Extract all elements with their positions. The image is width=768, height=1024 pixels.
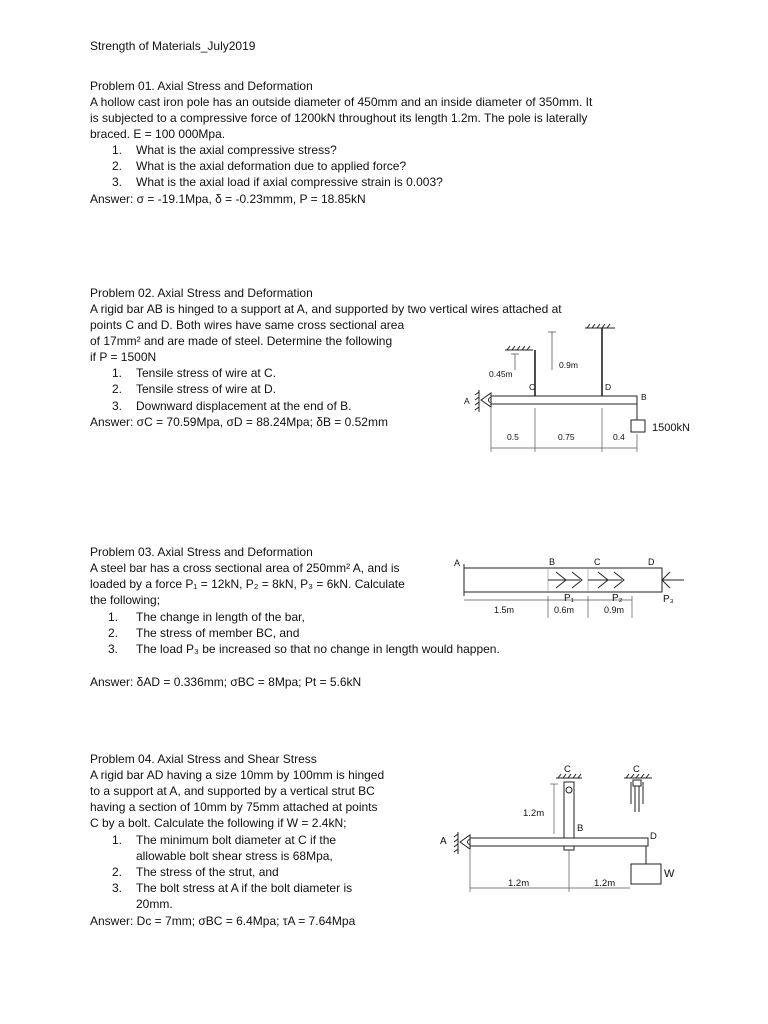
p4-figure [430, 760, 690, 898]
dim-segment: 0.75 [558, 432, 575, 442]
p1-item-number: 2. [112, 159, 123, 173]
p4-title: Problem 04. Axial Stress and Shear Stress [90, 752, 317, 766]
force-arrow-p3 [662, 572, 684, 588]
p3-figure [452, 554, 692, 620]
p3-text-line: the following; [90, 593, 161, 607]
label-d: D [605, 382, 612, 392]
p2-answer: Answer: σC = 70.59Mpa, σD = 88.24Mpa; δB = 0.52mm [90, 415, 388, 429]
p2-item-number: 2. [112, 382, 123, 396]
label-c: C [529, 382, 536, 392]
p4-item-number: 3. [112, 881, 123, 895]
label-a: A [464, 396, 470, 406]
label-c: C [564, 764, 571, 775]
p4-answer: Answer: Dc = 7mm; σBC = 6.4Mpa; τA = 7.64Mpa [90, 914, 356, 928]
p3-item-number: 1. [108, 610, 119, 624]
p2-item: Downward displacement at the end of B. [136, 399, 352, 413]
p4-item-number: 1. [112, 833, 123, 847]
p1-item-number: 3. [112, 175, 123, 189]
load-box [631, 420, 645, 432]
p2-item: Tensile stress of wire at C. [136, 366, 277, 380]
dim-height-d: 0.9m [559, 360, 578, 370]
label-p3: P₃ [663, 594, 674, 605]
p4-item: The stress of the strut, and [136, 865, 279, 879]
label-b: B [577, 823, 584, 834]
p1-item: What is the axial compressive stress? [136, 143, 337, 157]
p3-item: The stress of member BC, and [136, 626, 300, 640]
p1-item-number: 1. [112, 143, 123, 157]
p3-text-line: A steel bar has a cross sectional area of 250mm² A, and is [90, 561, 400, 575]
rigid-bar-ad [470, 838, 648, 846]
p2-figure [455, 318, 715, 458]
rigid-bar-ab [491, 396, 637, 404]
p4-text-line: to a support at A, and supported by a vertical strut BC [90, 784, 375, 798]
p1-item: What is the axial deformation due to applied force? [136, 159, 407, 173]
dim-segment: 1.2m [594, 878, 616, 889]
p3-text-line: loaded by a force P₁ = 12kN, P₂ = 8kN, P₃ = 6kN. Calculate [90, 577, 405, 591]
dim-segment: 1.5m [494, 605, 515, 615]
dim-height: 1.2m [523, 808, 545, 819]
p1-text-line: is subjected to a compressive force of 1200kN throughout its length 1.2m. The pole is laterally [90, 111, 588, 125]
p2-item-number: 3. [112, 399, 123, 413]
label-a: A [440, 836, 447, 847]
label-b: B [641, 392, 647, 402]
label-w: W [664, 868, 675, 880]
p3-title: Problem 03. Axial Stress and Deformation [90, 545, 313, 559]
label-d: D [648, 557, 655, 567]
p2-text-line: of 17mm² and are made of steel. Determine the following [90, 334, 393, 348]
label-b: B [549, 557, 556, 567]
dim-segment: 0.6m [554, 605, 575, 615]
p2-title: Problem 02. Axial Stress and Deformation [90, 286, 313, 300]
p3-item: The load P₃ be increased so that no change in length would happen. [136, 642, 500, 656]
dim-height-c: 0.45m [489, 369, 513, 379]
p2-text-line: points C and D. Both wires have same cross sectional area [90, 318, 405, 332]
label-d: D [650, 831, 657, 842]
p1-item: What is the axial load if axial compressive strain is 0.003? [136, 175, 443, 189]
load-label: 1500kN [652, 422, 690, 434]
p4-item-number: 2. [112, 865, 123, 879]
p3-item-number: 2. [108, 626, 119, 640]
p4-text-line: C by a bolt. Calculate the following if W = 2.4kN; [90, 816, 347, 830]
p2-text-line: if P = 1500N [90, 350, 157, 364]
p1-answer: Answer: σ = -19.1Mpa, δ = -0.23mmm, P = 18.85kN [90, 192, 366, 206]
p3-item: The change in length of the bar, [136, 610, 305, 624]
p1-text-line: braced. E = 100 000Mpa. [90, 127, 226, 141]
p1-title: Problem 01. Axial Stress and Deformation [90, 79, 313, 93]
label-c-detail: C [633, 764, 640, 775]
strut-detail [624, 774, 652, 812]
dim-segment: 1.2m [508, 878, 530, 889]
p3-answer: Answer: δAD = 0.336mm; σBC = 8Mpa; Pt = 5.6kN [90, 675, 362, 689]
p4-item: allowable bolt shear stress is 68Mpa, [136, 849, 333, 863]
p4-text-line: having a section of 10mm by 75mm attached at points [90, 800, 378, 814]
p2-item-number: 1. [112, 366, 123, 380]
document-title: Strength of Materials_July2019 [90, 39, 256, 53]
dim-segment: 0.4 [613, 432, 625, 442]
label-c: C [594, 557, 601, 567]
p2-item: Tensile stress of wire at D. [136, 382, 277, 396]
p4-item: The minimum bolt diameter at C if the [136, 833, 337, 847]
label-p1: P₁ [564, 593, 575, 604]
dim-segment: 0.5 [507, 432, 519, 442]
label-p2: P₂ [612, 593, 623, 604]
p1-text-line: A hollow cast iron pole has an outside diameter of 450mm and an inside diameter of 350mm. It [90, 95, 593, 109]
p2-text-line: A rigid bar AB is hinged to a support at A, and supported by two vertical wires attached at [90, 302, 562, 316]
p4-text-line: A rigid bar AD having a size 10mm by 100mm is hinged [90, 768, 385, 782]
label-a: A [454, 558, 461, 568]
p4-item: The bolt stress at A if the bolt diameter is [136, 881, 353, 895]
p3-item-number: 3. [108, 642, 119, 656]
p4-item: 20mm. [136, 897, 173, 911]
dim-segment: 0.9m [604, 605, 625, 615]
weight-box [631, 864, 661, 884]
